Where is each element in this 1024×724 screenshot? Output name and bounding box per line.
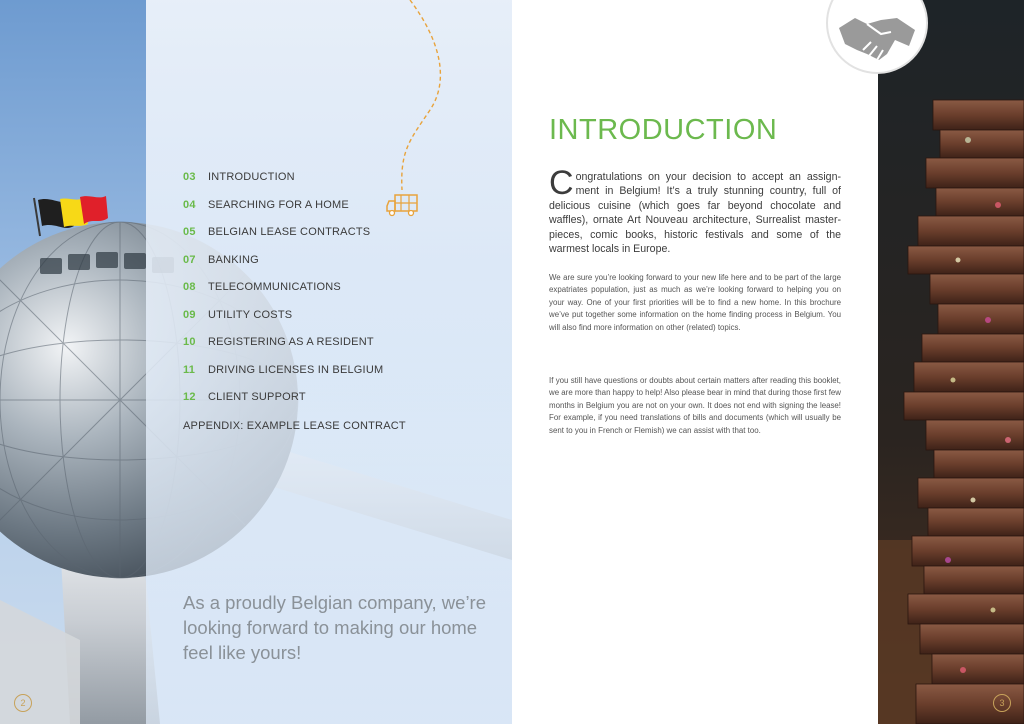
- toc-item[interactable]: [183, 309, 383, 337]
- toc-item[interactable]: [183, 364, 383, 392]
- handshake-badge: [826, 0, 928, 74]
- lead-paragraph: [549, 164, 841, 256]
- toc-item[interactable]: [183, 336, 383, 364]
- toc-item-number: 10: [183, 336, 196, 348]
- lead-text: ongratulations on your decision to accept an assign-ment in Belgium! It’s a truly stunning country, full of delicious cuisine (which goes far beyond chocolate and waffles), ornate Art Nouveau architecture, Surrealist master-pieces, comic books, historic festivals and some of the warmest locals in Europe.: [549, 171, 841, 256]
- toc-item[interactable]: [183, 199, 383, 227]
- toc-appendix[interactable]: APPENDIX: EXAMPLE LEASE CONTRACT: [183, 420, 406, 432]
- toc-item[interactable]: [183, 254, 383, 282]
- page-number-left: 2: [14, 694, 32, 712]
- delivery-path: [380, 0, 460, 230]
- toc-item-number: 04: [183, 198, 196, 211]
- toc-item-label: REGISTERING AS A RESIDENT: [208, 336, 374, 348]
- truck-icon: [387, 195, 417, 216]
- toc-item-label: UTILITY COSTS: [208, 308, 293, 321]
- toc-item-label: TELECOMMUNICATIONS: [208, 281, 341, 293]
- toc-item-label: DRIVING LICENSES IN BELGIUM: [208, 363, 384, 376]
- slogan: As a proudly Belgian company, we’re looking forward to making our home feel like yours!: [183, 592, 487, 663]
- body-paragraph: We are sure you’re looking forward to your new life here and to be part of the large expatriates population, just as much as we’re looking forward to helping you on your way. One of your first priorities will be to find a new home. In this brochure we’ve put together some information on the home finding process in Belgium. You will also find more information on other (related) topics.: [549, 273, 841, 332]
- toc-item-number: 09: [183, 308, 196, 321]
- toc-item-number: 05: [183, 226, 196, 238]
- toc-item-label: INTRODUCTION: [208, 171, 295, 183]
- body-paragraph: If you still have questions or doubts about certain matters after reading this booklet, we are more than happy to help! Also please bear in mind that during those first few months in Belgium you are not on your own. It does not end with signing the lease! For example, if you need translations of bills and documents (which will usually be sent to you in French or Flemish) we can assist with that too.: [549, 376, 841, 435]
- chocolate-photo: [878, 0, 1024, 724]
- toc-item[interactable]: [183, 171, 383, 199]
- toc-item-number: 12: [183, 391, 196, 403]
- toc-item-number: 11: [183, 363, 196, 376]
- toc-item[interactable]: [183, 391, 383, 419]
- toc-item-label: BELGIAN LEASE CONTRACTS: [208, 226, 371, 238]
- toc-item-number: 07: [183, 253, 196, 266]
- toc-item-label: SEARCHING FOR A HOME: [208, 198, 349, 211]
- belgian-flag-icon: [38, 196, 108, 228]
- toc-item[interactable]: [183, 226, 383, 254]
- toc-item[interactable]: [183, 281, 383, 309]
- page-title: INTRODUCTION: [549, 114, 778, 146]
- toc-item-number: 08: [183, 281, 196, 293]
- toc-item-label: BANKING: [208, 253, 259, 266]
- toc-item-label: CLIENT SUPPORT: [208, 391, 306, 403]
- page-number-right: 3: [993, 694, 1011, 712]
- drop-cap: C: [549, 164, 574, 202]
- handshake-icon: [837, 10, 917, 70]
- table-of-contents: [183, 171, 383, 419]
- toc-item-number: 03: [183, 171, 196, 183]
